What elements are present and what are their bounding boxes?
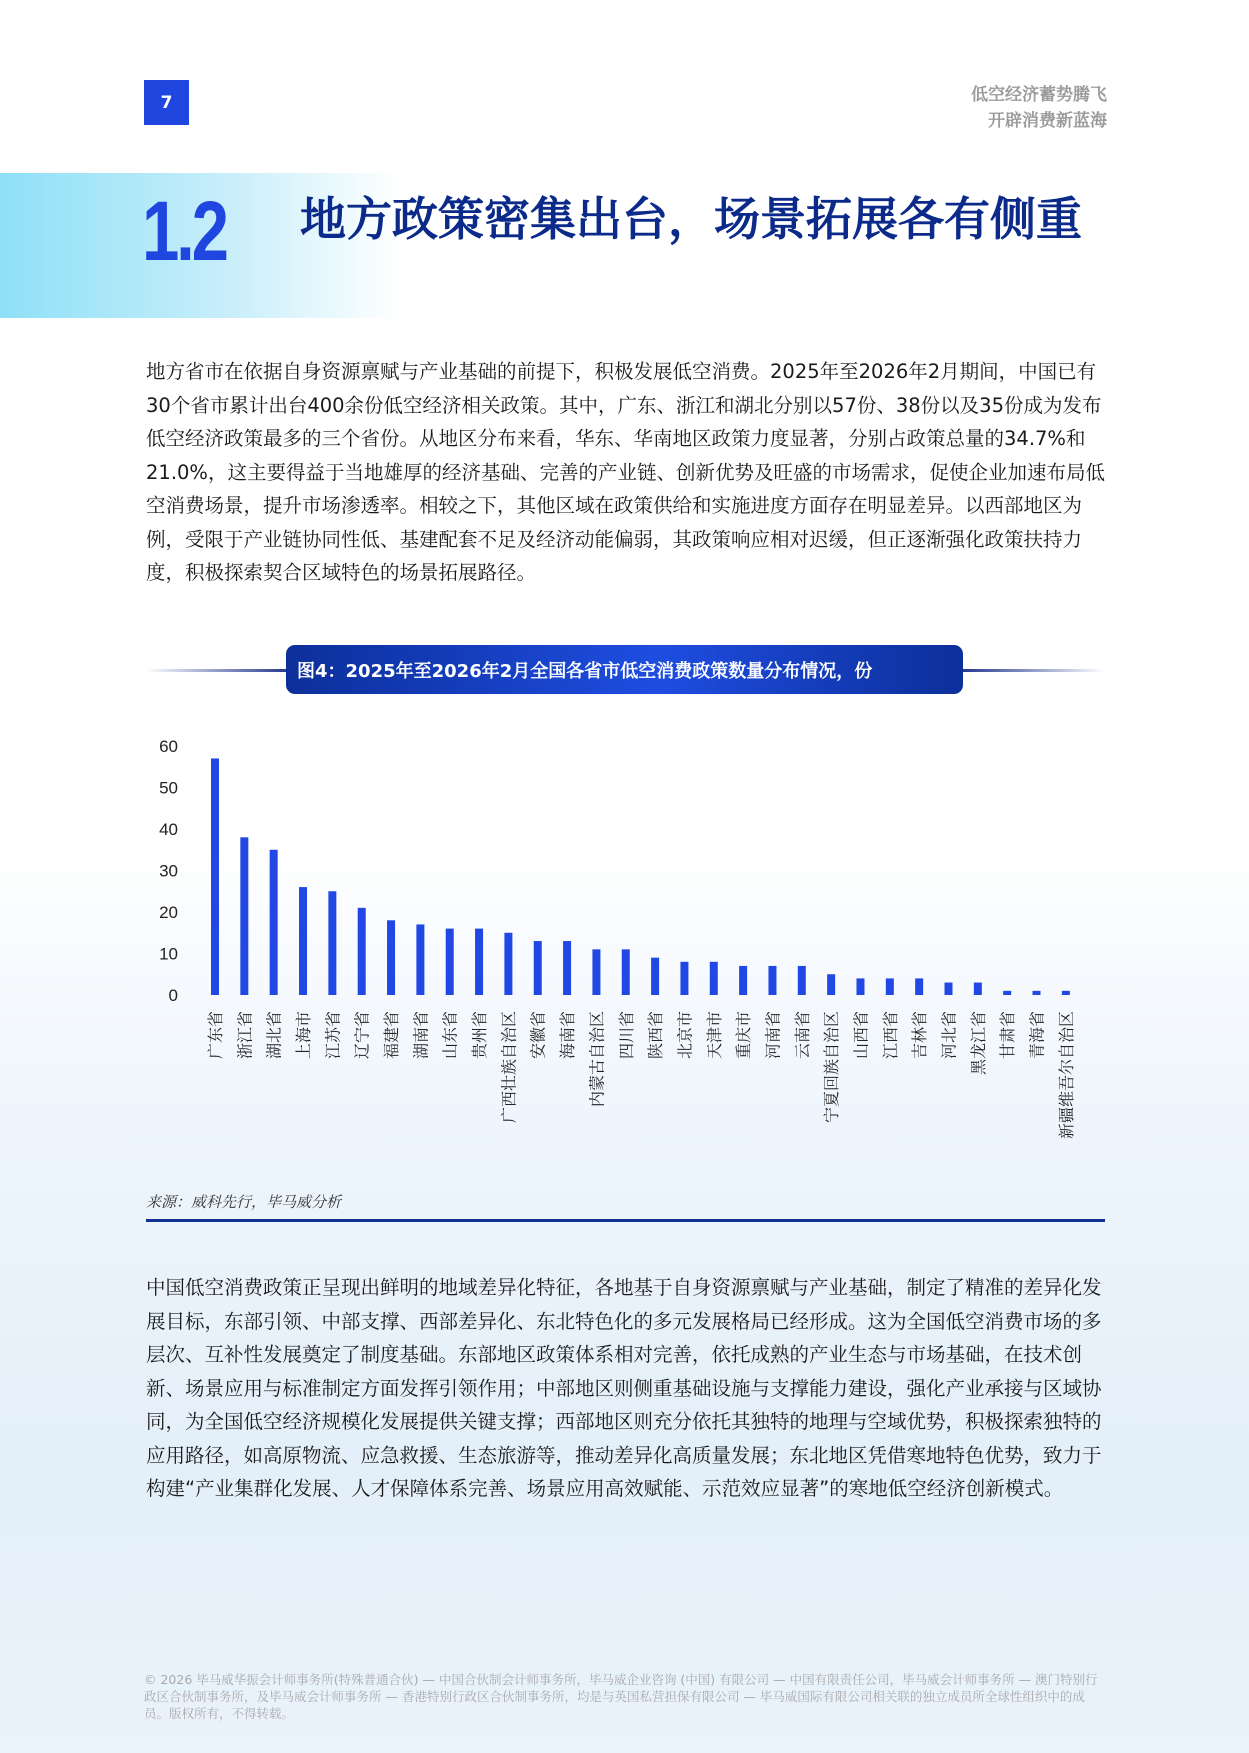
x-tick-label: 江苏省 [323,1011,343,1060]
copyright-footer: © 2026 毕马威华振会计师事务所(特殊普通合伙) — 中国合伙制会计师事务所，毕马威企业咨询 (中国) 有限公司 — 中国有限责任公司，毕马威会计师事务所 — 澳门特别行政区合伙制事务所，及毕马威会计师事务所 — 香港特别行政区合伙制事务所，均是与英国私营担保有限公司 — 毕马威国际有限公司相关联的独立成员所全球性组织中的成员。版权所有，不得转载。 [144,1672,1098,1721]
chart-title: 图4：2025年至2026年2月全国各省市低空消费政策数量分布情况，份 [286,645,963,694]
y-tick-label: 20 [159,903,178,922]
x-tick-label: 浙江省 [235,1011,255,1060]
y-tick-label: 0 [168,986,178,1005]
title-line-right [955,669,1105,672]
bar [768,966,776,995]
x-tick-label: 湖南省 [411,1011,431,1060]
bar [563,941,571,995]
x-tick-label: 广东省 [206,1011,225,1060]
x-tick-label: 辽宁省 [352,1011,372,1060]
x-tick-label: 陕西省 [646,1011,666,1060]
bar [358,908,366,995]
paragraph-1: 地方省市在依据自身资源禀赋与产业基础的前提下，积极发展低空消费。2025年至2026年2月期间，中国已有30个省市累计出台400余份低空经济相关政策。其中，广东、浙江和湖北分别以57份、38份以及35份成为发布低空经济政策最多的三个省份。从地区分布来看，华东、华南地区政策力度显著，分别占政策总量的34.7%和21.0%，这主要得益于当地雄厚的经济基础、完善的产业链、创新优势及旺盛的市场需求，促使企业加速布局低空消费场景，提升市场渗透率。相较之下，其他区域在政策供给和实施进度方面存在明显差异。以西部地区为例，受限于产业链协同性低、基建配套不足及经济动能偏弱，其政策响应相对迟缓，但正逐渐强化政策扶持力度，积极探索契合区域特色的场景拓展路径。 [146,360,1105,584]
x-tick-label: 吉林省 [910,1011,930,1060]
x-tick-label: 黑龙江省 [968,1011,988,1076]
x-tick-label: 山西省 [851,1011,871,1060]
bar-chart [140,730,1100,1170]
bar [1062,991,1070,995]
section-title: 地方政策密集出台，场景拓展各有侧重 [300,192,1082,246]
bar [446,929,454,995]
bar [328,891,336,995]
x-tick-label: 云南省 [792,1011,812,1060]
x-tick-label: 重庆市 [734,1011,754,1060]
bar [798,966,806,995]
title-line-left [146,669,296,672]
bar [592,949,600,995]
bar [886,978,894,995]
bar [270,850,278,995]
bar [827,974,835,995]
x-tick-label: 青海省 [1027,1011,1047,1060]
x-tick-label: 甘肃省 [998,1011,1018,1060]
bar [651,958,659,995]
bar [211,758,219,995]
bar [680,962,688,995]
bar [856,978,864,995]
source-note: 来源：威科先行，毕马威分析 [146,1193,342,1211]
bar [299,887,307,995]
bar [504,933,512,995]
y-tick-label: 60 [159,737,178,756]
bar [974,983,982,995]
x-tick-label: 福建省 [382,1011,402,1060]
y-tick-label: 30 [159,861,178,881]
y-tick-label: 40 [159,820,178,839]
bar [416,924,424,995]
divider [146,1219,1105,1222]
bar [1003,991,1011,995]
x-tick-label: 宁夏回族自治区 [822,1011,842,1124]
header-line2: 开辟消费新蓝海 [988,111,1107,131]
x-tick-label: 贵州省 [470,1011,490,1060]
page-number: 7 [144,80,189,125]
x-tick-label: 广西壮族自治区 [499,1011,519,1124]
x-tick-label: 内蒙古自治区 [587,1011,607,1108]
bar [1033,991,1041,995]
x-tick-label: 上海市 [294,1011,314,1060]
x-tick-label: 河北省 [939,1011,959,1060]
x-tick-label: 四川省 [616,1011,636,1060]
header-line1: 低空经济蓄势腾飞 [971,85,1107,105]
bar [945,983,953,995]
y-tick-label: 50 [159,778,178,798]
bar [387,920,395,995]
x-tick-label: 湖北省 [264,1011,284,1060]
bar [240,837,248,995]
x-tick-label: 江西省 [880,1011,900,1060]
y-tick-label: 10 [159,944,178,964]
x-tick-label: 河南省 [763,1011,783,1060]
x-tick-label: 天津市 [704,1011,724,1060]
x-tick-label: 山东省 [440,1011,460,1060]
bar [475,929,483,995]
running-header [971,82,1107,134]
bar [915,978,923,995]
x-tick-label: 新疆维吾尔自治区 [1056,1011,1076,1140]
bar [622,949,630,995]
bar [739,966,747,995]
section-number: 1.2 [142,184,226,278]
bar [534,941,542,995]
bar [710,962,718,995]
x-tick-label: 安徽省 [528,1011,548,1060]
x-tick-label: 海南省 [558,1011,578,1060]
paragraph-2: 中国低空消费政策正呈现出鲜明的地域差异化特征，各地基于自身资源禀赋与产业基础，制定了精准的差异化发展目标，东部引领、中部支撑、西部差异化、东北特色化的多元发展格局已经形成。这为全国低空消费市场的多层次、互补性发展奠定了制度基础。东部地区政策体系相对完善，依托成熟的产业生态与市场基础，在技术创新、场景应用与标准制定方面发挥引领作用；中部地区则侧重基础设施与支撑能力建设，强化产业承接与区域协同，为全国低空经济规模化发展提供关键支撑；西部地区则充分依托其独特的地理与空域优势，积极探索独特的应用路径，如高原物流、应急救援、生态旅游等，推动差异化高质量发展；东北地区凭借寒地特色优势，致力于构建“产业集群化发展、人才保障体系完善、场景应用高效赋能、示范效应显著”的寒地低空经济创新模式。 [146,1276,1102,1500]
x-tick-label: 北京市 [675,1011,695,1060]
